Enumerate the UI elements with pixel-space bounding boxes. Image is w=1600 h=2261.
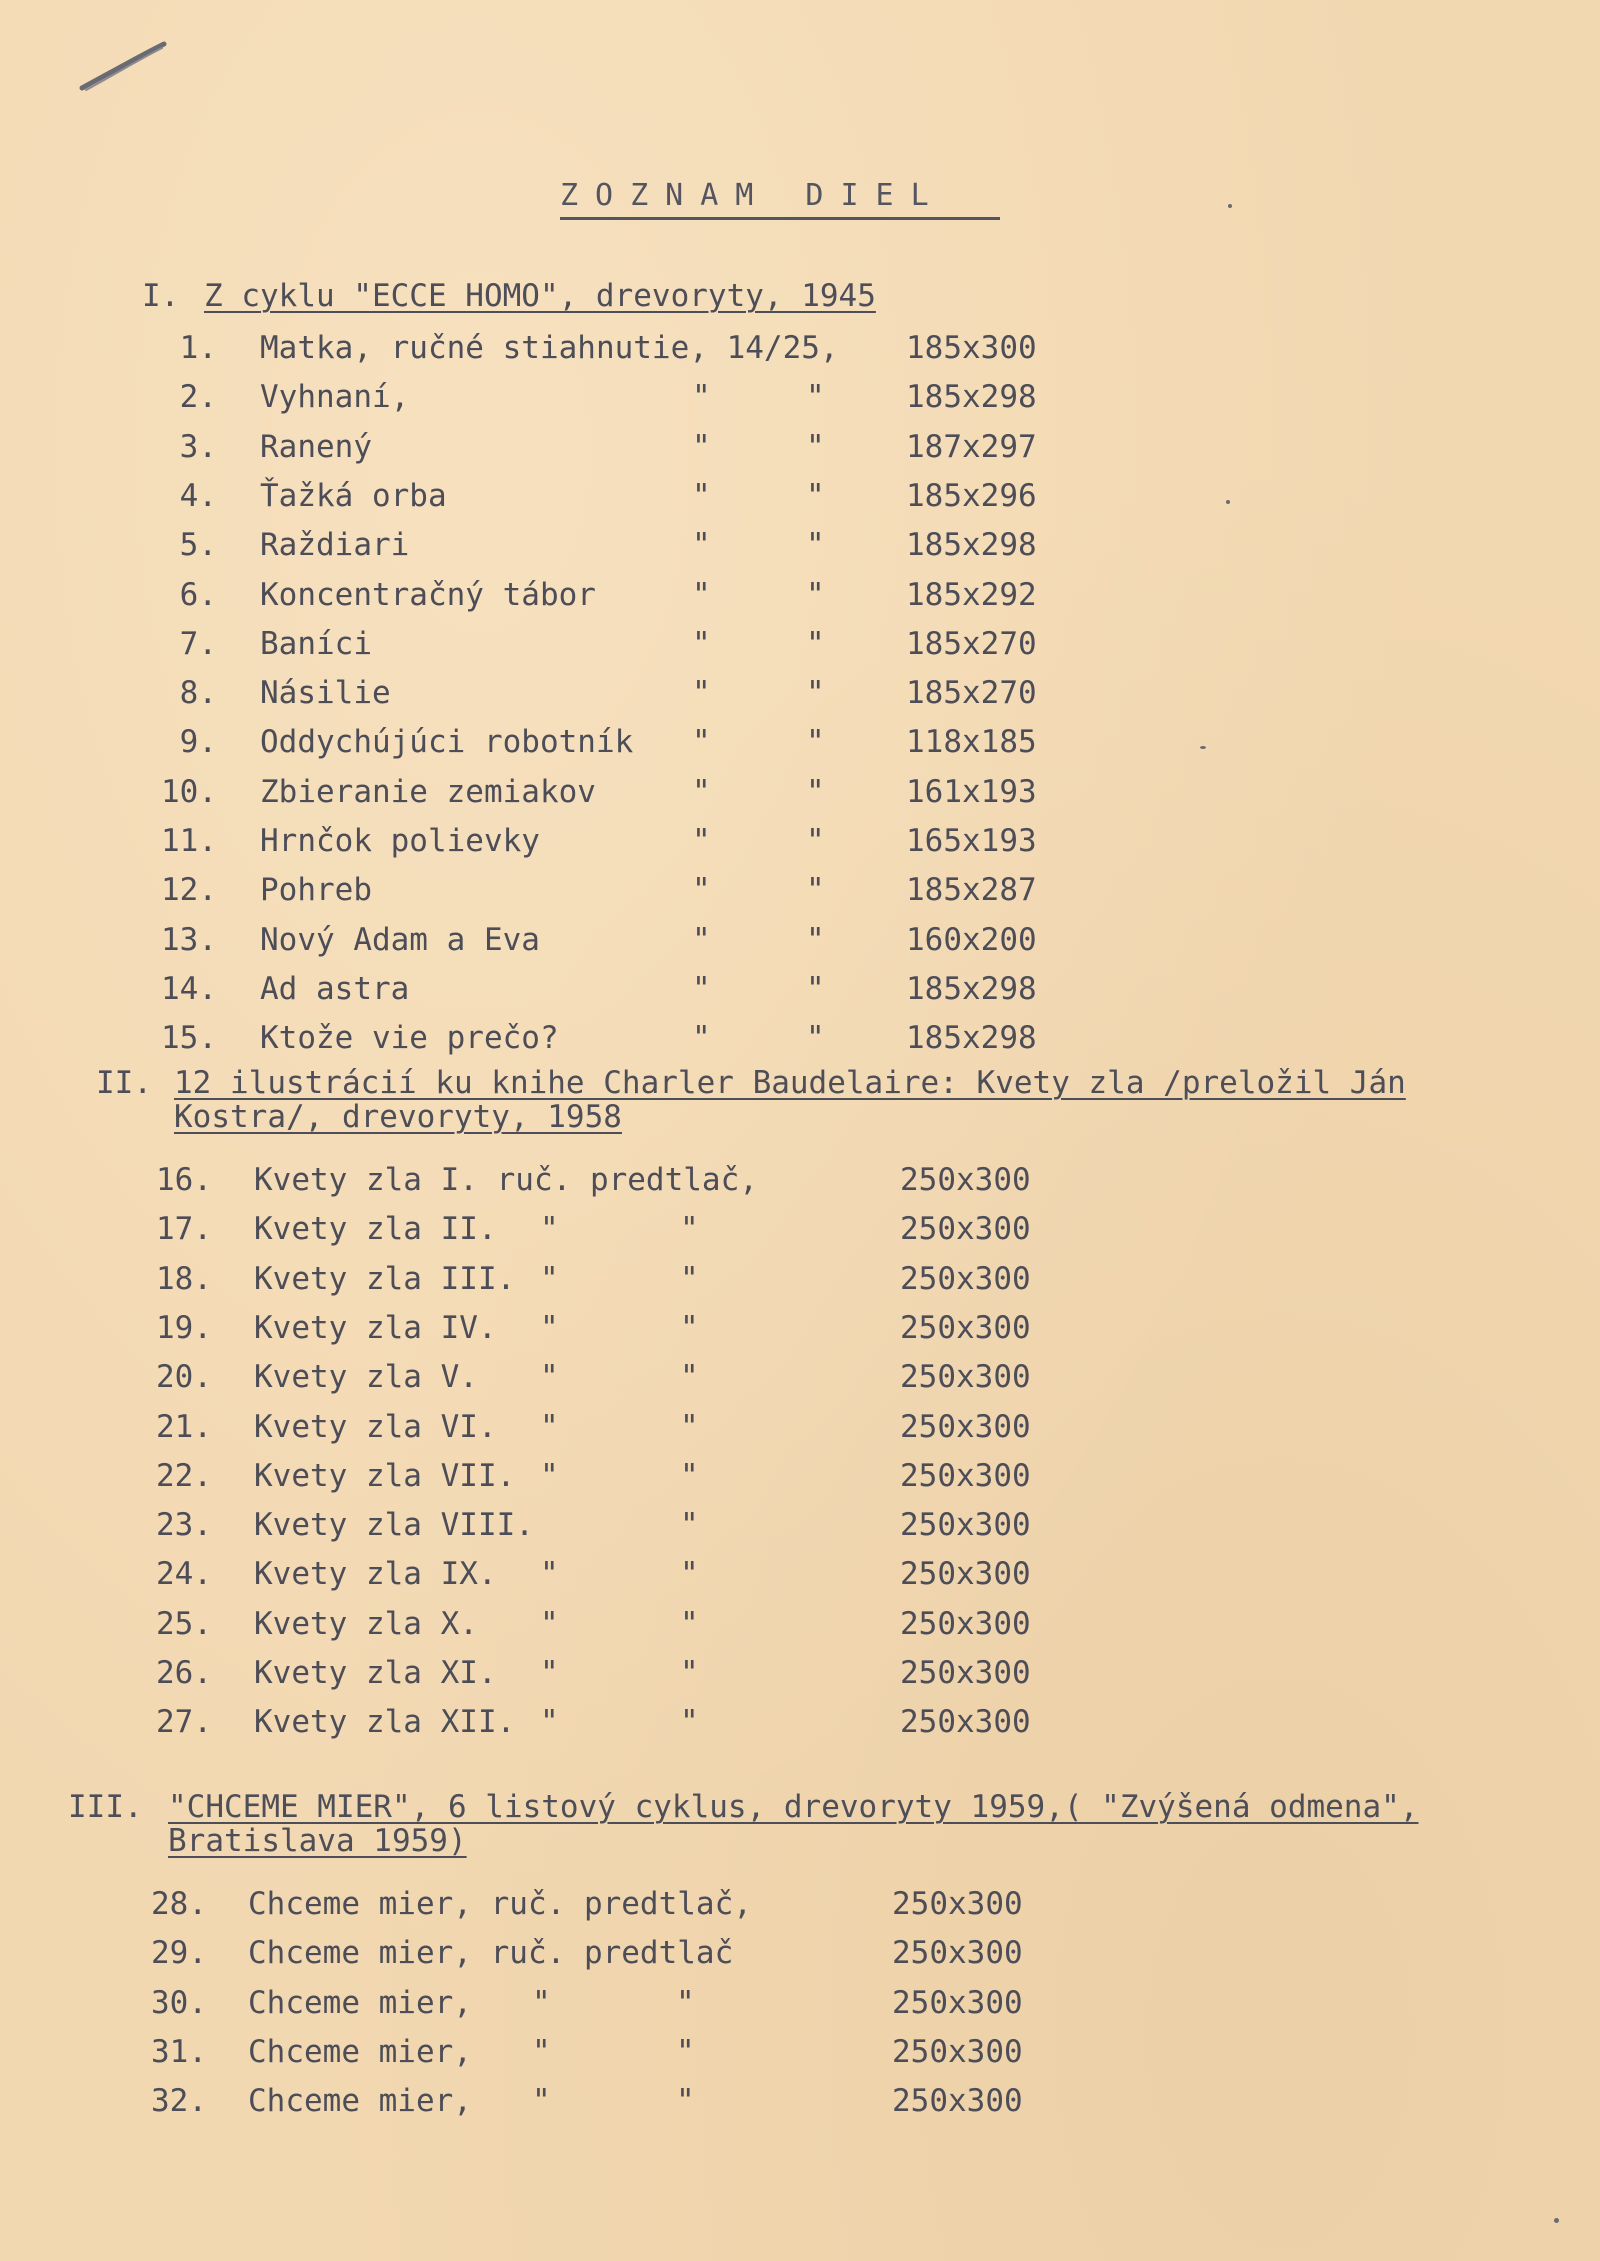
item-number: 28. [151,1886,207,1922]
item-title: Oddychújúci robotník [260,724,634,761]
list-item [0,671,1600,715]
item-title: Kvety zla XI. [254,1655,497,1691]
item-number: 17. [156,1211,212,1248]
item-dimensions: 250x300 [900,1704,1031,1741]
list-item [0,1700,1600,1744]
list-item [0,1552,1600,1596]
ditto-mark: " [692,872,711,909]
item-dimensions: 250x300 [900,1507,1031,1544]
item-title: Kvety zla II. [254,1211,497,1248]
list-item [0,2079,1600,2123]
item-title: Násilie [260,675,391,712]
item-dimensions: 250x300 [900,1260,1031,1297]
item-number: 32. [151,2083,207,2120]
item-title: Baníci [260,625,372,662]
ditto-mark: " [806,379,825,416]
ditto-mark: " [692,970,711,1007]
item-number: 22. [156,1457,212,1494]
ditto-mark: " [806,625,825,662]
section-title-line: "CHCEME MIER", 6 listový cyklus, drevoryty 1959,( "Zvýšená odmena", [168,1789,1419,1825]
list-item [0,326,1600,370]
item-number: 19. [156,1309,212,1346]
ditto-mark: " [692,1020,711,1057]
item-dimensions: 250x300 [900,1605,1031,1642]
list-item [0,1405,1600,1449]
page-title: ZOZNAM DIEL [560,178,1000,220]
ditto-mark: " [680,1309,699,1346]
ditto-mark: " [540,1260,559,1297]
ditto-mark: " [806,576,825,613]
ditto-mark: " [540,1704,559,1741]
list-item [0,1503,1600,1547]
list-item [0,523,1600,567]
ditto-mark: " [692,625,711,662]
item-dimensions: 118x185 [906,724,1037,761]
list-item [0,1602,1600,1646]
ditto-mark: " [680,1605,699,1642]
ditto-mark: " [680,1408,699,1445]
list-item [0,967,1600,1011]
item-title: Zbieranie zemiakov [260,773,596,810]
item-title: Kvety zla V. [254,1359,478,1396]
ditto-mark: " [806,872,825,909]
item-number: 9. [179,724,217,761]
item-title: Kvety zla I. ruč. predtlač, [254,1162,758,1198]
item-title: Pohreb [260,872,372,909]
item-number: 6. [179,576,217,613]
ditto-mark: " [680,1457,699,1494]
item-dimensions: 185x298 [906,379,1037,416]
ditto-mark: " [540,1211,559,1248]
section-title-line: 12 ilustrácií ku knihe Charler Baudelaire: Kvety zla /preložil Ján [174,1065,1406,1101]
list-item [0,2030,1600,2074]
ditto-mark: " [680,1211,699,1248]
ditto-mark: " [676,2033,695,2070]
item-dimensions: 250x300 [892,1984,1023,2021]
ditto-mark: " [676,2083,695,2120]
list-item [0,1207,1600,1251]
ditto-mark: " [540,1556,559,1593]
ditto-mark: " [540,1457,559,1494]
ditto-mark: " [680,1655,699,1691]
list-item [0,720,1600,764]
list-item [0,1931,1600,1975]
item-dimensions: 250x300 [900,1359,1031,1396]
item-dimensions: 185x270 [906,625,1037,662]
ditto-mark: " [692,921,711,958]
item-number: 7. [179,625,217,662]
ditto-mark: " [692,527,711,564]
list-item [0,622,1600,666]
item-dimensions: 185x298 [906,970,1037,1007]
item-number: 11. [161,823,217,859]
item-title: Raždiari [260,527,410,564]
section-title-line: Kostra/, drevoryty, 1958 [174,1099,622,1135]
item-title: Ranený [260,428,372,465]
ditto-mark: " [692,428,711,465]
item-dimensions: 161x193 [906,773,1037,810]
item-number: 13. [161,921,217,958]
item-dimensions: 250x300 [900,1408,1031,1445]
item-title: Kvety zla XII. [254,1704,516,1741]
section-number: I. [142,278,180,314]
ditto-mark: " [532,2033,551,2070]
ditto-mark: " [806,428,825,465]
item-dimensions: 185x300 [906,330,1037,366]
item-number: 8. [179,675,217,712]
item-number: 29. [151,1935,207,1972]
item-dimensions: 160x200 [906,921,1037,958]
section-number: II. [96,1065,152,1101]
list-item [0,425,1600,469]
ditto-mark: " [692,379,711,416]
paper-speck [1554,2218,1559,2223]
ditto-mark: " [806,773,825,810]
ditto-mark: " [806,921,825,958]
list-item [0,1882,1600,1926]
ditto-mark: " [806,823,825,859]
item-dimensions: 165x193 [906,823,1037,859]
ditto-mark: " [680,1704,699,1741]
ditto-mark: " [692,675,711,712]
pencil-stroke-mark [78,40,168,100]
item-number: 14. [161,970,217,1007]
section-number: III. [68,1789,143,1825]
ditto-mark: " [692,477,711,514]
item-number: 10. [161,773,217,810]
item-number: 30. [151,1984,207,2021]
item-number: 20. [156,1359,212,1396]
ditto-mark: " [692,823,711,859]
ditto-mark: " [680,1556,699,1593]
item-title: Kvety zla IX. [254,1556,497,1593]
item-number: 4. [179,477,217,514]
item-number: 31. [151,2033,207,2070]
item-title: Ťažká orba [260,477,447,514]
item-title: Kvety zla III. [254,1260,516,1297]
item-dimensions: 250x300 [892,2083,1023,2120]
ditto-mark: " [676,1984,695,2021]
item-number: 26. [156,1655,212,1691]
ditto-mark: " [540,1605,559,1642]
ditto-mark: " [540,1408,559,1445]
ditto-mark: " [806,675,825,712]
ditto-mark: " [806,477,825,514]
item-title: Ktože vie prečo? [260,1020,559,1057]
item-dimensions: 250x300 [900,1309,1031,1346]
item-dimensions: 185x298 [906,527,1037,564]
list-item [0,1651,1600,1695]
list-item [0,1981,1600,2025]
item-title: Chceme mier, [248,2083,472,2120]
ditto-mark: " [680,1359,699,1396]
item-title: Ad astra [260,970,410,1007]
item-number: 24. [156,1556,212,1593]
ditto-mark: " [540,1655,559,1691]
item-title: Matka, ručné stiahnutie, 14/25, [260,330,839,366]
ditto-mark: " [680,1260,699,1297]
list-item [0,1306,1600,1350]
item-title: Kvety zla IV. [254,1309,497,1346]
ditto-mark: " [540,1309,559,1346]
ditto-mark: " [692,773,711,810]
item-number: 1. [179,330,217,366]
paper-speck [1226,500,1230,504]
item-dimensions: 185x296 [906,477,1037,514]
item-dimensions: 250x300 [900,1457,1031,1494]
item-title: Chceme mier, [248,2033,472,2070]
section-title-line: Bratislava 1959) [168,1823,467,1859]
item-number: 5. [179,527,217,564]
item-number: 23. [156,1507,212,1544]
paper-speck [1228,204,1232,208]
item-title: Chceme mier, ruč. predtlač, [248,1886,752,1922]
item-dimensions: 187x297 [906,428,1037,465]
ditto-mark: " [532,2083,551,2120]
paper-speck [1200,746,1206,749]
ditto-mark: " [806,1020,825,1057]
ditto-mark: " [540,1359,559,1396]
ditto-mark: " [692,724,711,761]
list-item [0,1257,1600,1301]
item-number: 27. [156,1704,212,1741]
list-item [0,918,1600,962]
item-title: Koncentračný tábor [260,576,596,613]
ditto-mark: " [680,1507,699,1544]
ditto-mark: " [532,1984,551,2021]
item-number: 15. [161,1020,217,1057]
item-number: 16. [156,1162,212,1198]
item-title: Kvety zla VIII. [254,1507,534,1544]
item-dimensions: 185x270 [906,675,1037,712]
ditto-mark: " [692,576,711,613]
item-title: Kvety zla VII. [254,1457,516,1494]
section-title-line: Z cyklu "ECCE HOMO", drevoryty, 1945 [204,278,876,314]
item-dimensions: 250x300 [900,1211,1031,1248]
item-title: Nový Adam a Eva [260,921,540,958]
ditto-mark: " [806,527,825,564]
item-number: 2. [179,379,217,416]
list-item [0,819,1600,863]
item-dimensions: 250x300 [892,2033,1023,2070]
item-dimensions: 250x300 [900,1162,1031,1198]
item-number: 18. [156,1260,212,1297]
item-dimensions: 250x300 [900,1556,1031,1593]
list-item [0,1016,1600,1060]
item-title: Chceme mier, [248,1984,472,2021]
item-title: Chceme mier, ruč. predtlač [248,1935,734,1972]
list-item [0,1355,1600,1399]
ditto-mark: " [806,724,825,761]
list-item [0,868,1600,912]
list-item [0,375,1600,419]
item-dimensions: 250x300 [900,1655,1031,1691]
item-title: Kvety zla X. [254,1605,478,1642]
item-number: 25. [156,1605,212,1642]
item-number: 3. [179,428,217,465]
item-title: Vyhnaní, [260,379,410,416]
item-number: 12. [161,872,217,909]
list-item [0,573,1600,617]
item-title: Kvety zla VI. [254,1408,497,1445]
item-dimensions: 250x300 [892,1935,1023,1972]
item-number: 21. [156,1408,212,1445]
item-dimensions: 185x292 [906,576,1037,613]
list-item [0,474,1600,518]
item-dimensions: 185x287 [906,872,1037,909]
list-item [0,1158,1600,1202]
item-title: Hrnčok polievky [260,823,540,859]
list-item [0,770,1600,814]
ditto-mark: " [806,970,825,1007]
item-dimensions: 250x300 [892,1886,1023,1922]
item-dimensions: 185x298 [906,1020,1037,1057]
list-item [0,1454,1600,1498]
